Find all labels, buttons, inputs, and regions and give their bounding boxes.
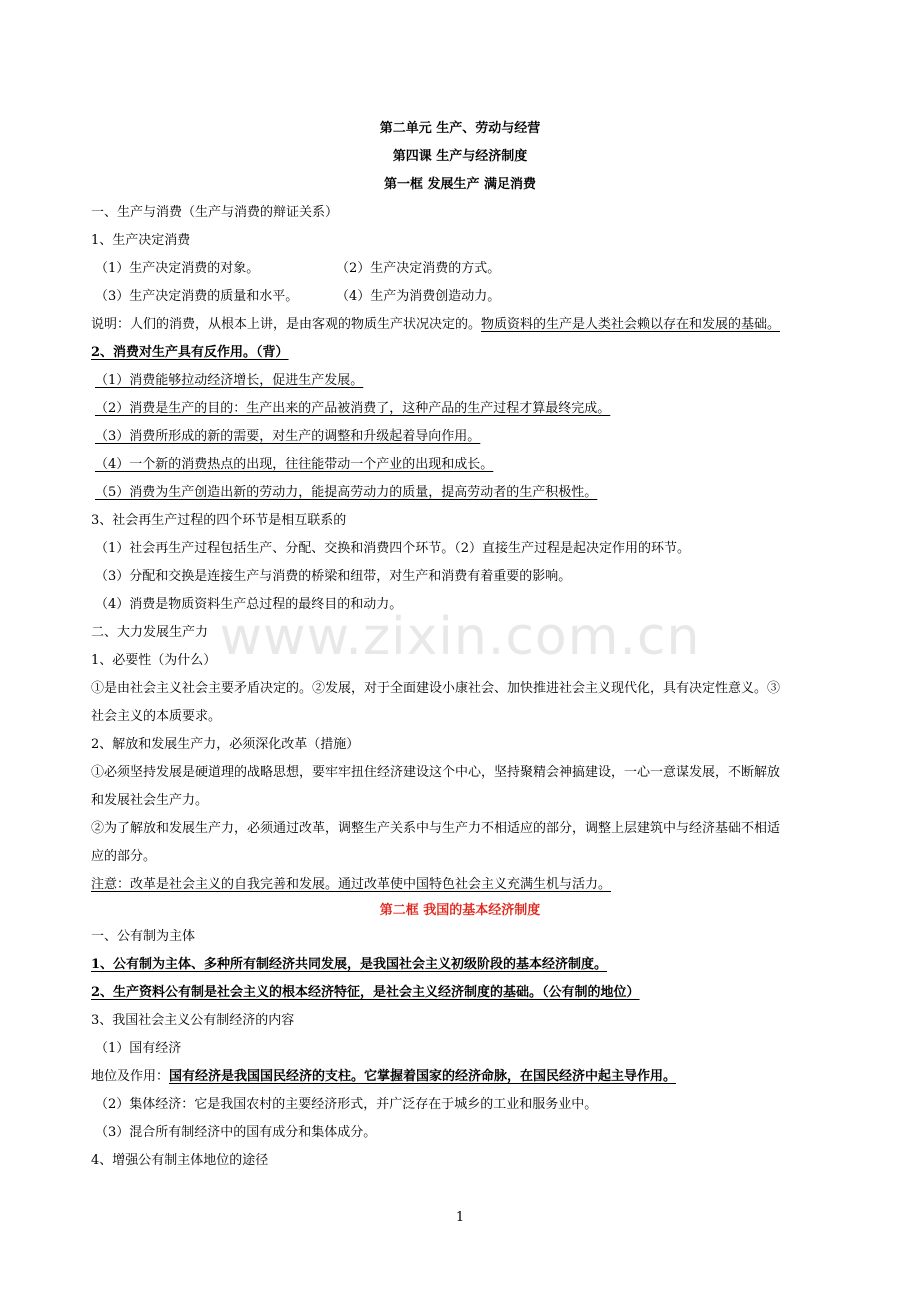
- p3-title: 3、社会再生产过程的四个环节是相互联系的: [91, 513, 347, 528]
- s2-p2-line: ②为了解放和发展生产力，必须通过改革，调整生产关系中与生产力不相适应的部分，调整上层建筑中与经济基础不相适: [91, 821, 781, 836]
- p1-title: 1、生产决定消费: [91, 233, 191, 248]
- s2-p1-title: 1、必要性（为什么）: [91, 653, 217, 668]
- p2-item: （1）消费能够拉动经济增长，促进生产发展。: [95, 373, 364, 388]
- section2-heading: 二、大力发展生产力: [91, 625, 209, 640]
- s3-p3-title: 3、我国社会主义公有制经济的内容: [91, 1013, 295, 1028]
- s3-p3-item1: （1）国有经济: [95, 1041, 182, 1056]
- s3-bold2: 2、生产资料公有制是社会主义的根本经济特征，是社会主义经济制度的基础。（公有制的地位）: [91, 985, 640, 1000]
- note-plain: 说明：人们的消费，从根本上讲，是由客观的物质生产状况决定的。: [91, 317, 482, 332]
- p2-item: （2）消费是生产的目的：生产出来的产品被消费了，这种产品的生产过程才算最终完成。: [95, 401, 611, 416]
- s3-status-text: 国有经济是我国国民经济的支柱。它掌握着国家的经济命脉，在国民经济中起主导作用。: [169, 1069, 677, 1084]
- lesson-title: 第四课 生产与经济制度: [392, 149, 528, 164]
- note-line: [91, 317, 780, 333]
- page-number: 1: [455, 1210, 465, 1225]
- p3-item: （4）消费是物质资料生产总过程的最终目的和动力。: [95, 597, 403, 612]
- s2-p1-line: ①是由社会主义社会主要矛盾决定的。②发展，对于全面建设小康社会、加快推进社会主义现代化，具有决定性意义。③: [91, 681, 781, 696]
- p2-item: （3）消费所形成的新的需要，对生产的调整和升级起着导向作用。: [95, 429, 481, 444]
- s2-note: 注意：改革是社会主义的自我完善和发展。通过改革使中国特色社会主义充满生机与活力。: [91, 877, 612, 892]
- frame1-title: 第一框 发展生产 满足消费: [383, 177, 537, 192]
- section1-heading: 一、生产与消费（生产与消费的辩证关系）: [91, 205, 339, 220]
- p3-item: （3）分配和交换是连接生产与消费的桥梁和纽带，对生产和消费有着重要的影响。: [95, 569, 572, 584]
- section3-heading: 一、公有制为主体: [91, 929, 196, 944]
- p1-item4: （4）生产为消费创造动力。: [336, 289, 501, 304]
- note-underlined: 物质资料的生产是人类社会赖以存在和发展的基础。: [481, 317, 781, 332]
- s2-p2-title: 2、解放和发展生产力，必须深化改革（措施）: [91, 737, 360, 752]
- p2-title: 2、消费对生产具有反作用。（背）: [91, 345, 289, 360]
- p2-item: （5）消费为生产创造出新的劳动力，能提高劳动力的质量，提高劳动者的生产积极性。: [95, 485, 598, 500]
- s3-status-line: [91, 1069, 676, 1085]
- s2-p1-line: 社会主义的本质要求。: [91, 709, 222, 724]
- p1-item1: （1）生产决定消费的对象。: [95, 261, 260, 276]
- p1-item2: （2）生产决定消费的方式。: [336, 261, 501, 276]
- unit-title: 第二单元 生产、劳动与经营: [379, 121, 541, 136]
- s3-bold1: 1、公有制为主体、多种所有制经济共同发展，是我国社会主义初级阶段的基本经济制度。: [91, 957, 608, 972]
- s2-p2-line: ①必须坚持发展是硬道理的战略思想，要牢牢扭住经济建设这个中心，坚持聚精会神搞建设，一心一意谋发展，不断解放: [91, 765, 781, 780]
- frame2-title: 第二框 我国的基本经济制度: [379, 903, 541, 918]
- p2-item: （4）一个新的消费热点的出现，往往能带动一个产业的出现和成长。: [95, 457, 494, 472]
- p3-item: （1）社会再生产过程包括生产、分配、交换和消费四个环节。（2）直接生产过程是起决定作用的环节。: [95, 541, 691, 556]
- s3-p3-item3: （3）混合所有制经济中的国有成分和集体成分。: [95, 1125, 377, 1140]
- s2-p2-line: 和发展社会生产力。: [91, 793, 209, 808]
- s2-p2-line: 应的部分。: [91, 849, 157, 864]
- p1-item3: （3）生产决定消费的质量和水平。: [95, 289, 299, 304]
- s3-p3-item2: （2）集体经济：它是我国农村的主要经济形式，并广泛存在于城乡的工业和服务业中。: [95, 1097, 598, 1112]
- s3-status-label: 地位及作用：: [91, 1069, 170, 1084]
- watermark: www.zixin.com.cn: [219, 607, 701, 667]
- s3-p4-title: 4、增强公有制主体地位的途径: [91, 1153, 269, 1168]
